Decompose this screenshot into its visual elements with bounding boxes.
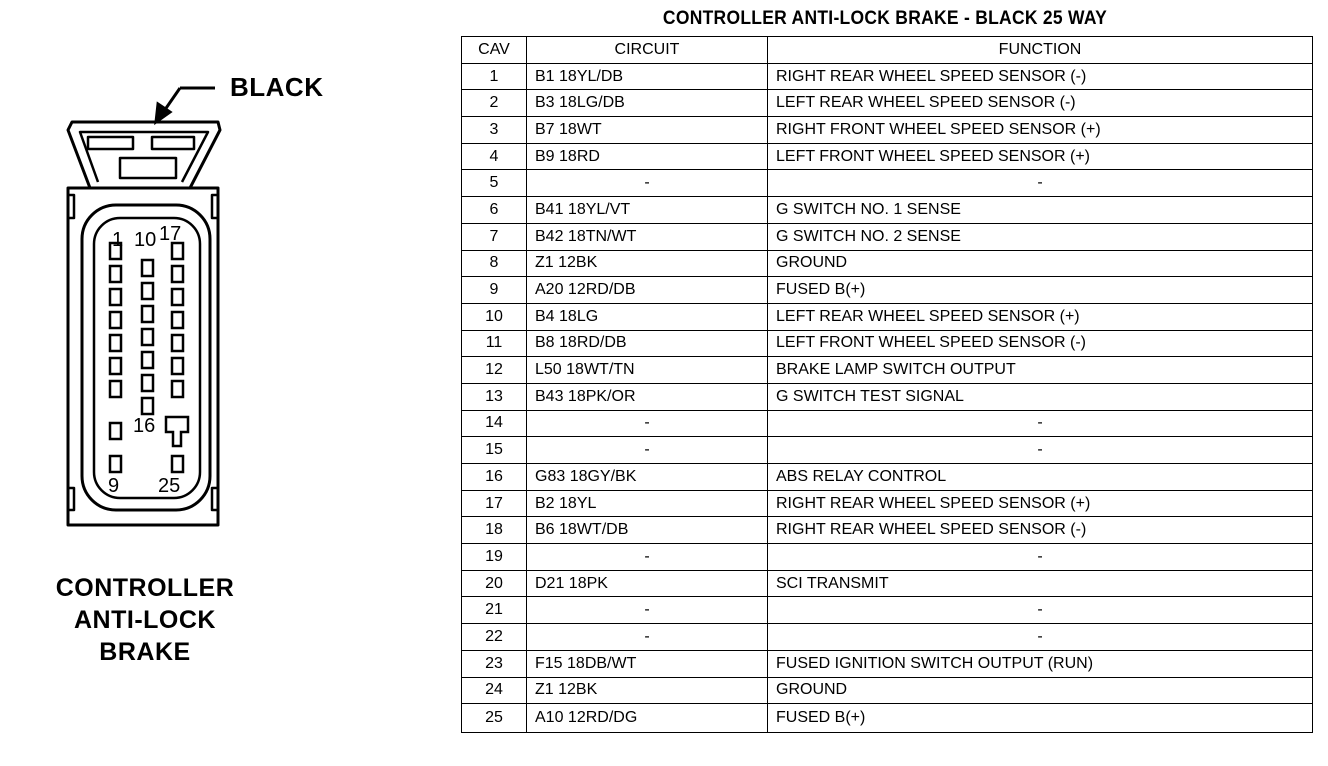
header-function: FUNCTION (768, 37, 1313, 64)
table-row (462, 357, 1313, 384)
cav-cell: 9 (462, 277, 527, 304)
function-cell: - (768, 410, 1313, 437)
function-cell: FUSED B(+) (768, 277, 1313, 304)
cav-cell: 8 (462, 250, 527, 277)
circuit-cell: F15 18DB/WT (527, 650, 768, 677)
circuit-cell: B8 18RD/DB (527, 330, 768, 357)
cavity-16-large (166, 417, 188, 446)
cav-cell: 25 (462, 704, 527, 733)
pinout-table (461, 36, 1313, 733)
table-row (462, 63, 1313, 90)
circuit-cell: A20 12RD/DB (527, 277, 768, 304)
cav-cell: 6 (462, 197, 527, 224)
circuit-cell: - (527, 410, 768, 437)
circuit-cell: - (527, 544, 768, 571)
cav-cell: 3 (462, 117, 527, 144)
function-cell: - (768, 437, 1313, 464)
callout-arrow (156, 88, 215, 122)
table-row (462, 170, 1313, 197)
function-cell: RIGHT REAR WHEEL SPEED SENSOR (+) (768, 490, 1313, 517)
table-row (462, 277, 1313, 304)
table-header-row (462, 37, 1313, 64)
function-cell: - (768, 170, 1313, 197)
table-row (462, 624, 1313, 651)
cav-cell: 21 (462, 597, 527, 624)
cavity-column-left (110, 243, 121, 472)
function-cell: ABS RELAY CONTROL (768, 464, 1313, 491)
function-cell: G SWITCH NO. 2 SENSE (768, 223, 1313, 250)
pin-label-16: 16 (133, 415, 156, 437)
function-cell: RIGHT REAR WHEEL SPEED SENSOR (-) (768, 63, 1313, 90)
connector-color-callout: BLACK (230, 72, 324, 102)
cav-cell: 2 (462, 90, 527, 117)
cav-cell: 16 (462, 464, 527, 491)
table-row (462, 383, 1313, 410)
circuit-cell: L50 18WT/TN (527, 357, 768, 384)
circuit-cell: D21 18PK (527, 570, 768, 597)
circuit-cell: Z1 12BK (527, 677, 768, 704)
circuit-cell: B6 18WT/DB (527, 517, 768, 544)
circuit-cell: B1 18YL/DB (527, 63, 768, 90)
function-cell: GROUND (768, 250, 1313, 277)
table-row (462, 677, 1313, 704)
table-row (462, 303, 1313, 330)
cav-cell: 1 (462, 63, 527, 90)
circuit-cell: B4 18LG (527, 303, 768, 330)
cav-cell: 4 (462, 143, 527, 170)
table-row (462, 143, 1313, 170)
latch-window (120, 158, 176, 178)
table-row (462, 197, 1313, 224)
function-cell: G SWITCH TEST SIGNAL (768, 383, 1313, 410)
table-row (462, 410, 1313, 437)
table-row (462, 250, 1313, 277)
cav-cell: 24 (462, 677, 527, 704)
cav-cell: 13 (462, 383, 527, 410)
latch-slot-left (88, 137, 133, 149)
circuit-cell: B42 18TN/WT (527, 223, 768, 250)
circuit-cell: - (527, 170, 768, 197)
cavity-column-middle (142, 260, 153, 414)
caption-line-1: CONTROLLER (55, 574, 235, 602)
circuit-cell: B2 18YL (527, 490, 768, 517)
cav-cell: 12 (462, 357, 527, 384)
cav-cell: 15 (462, 437, 527, 464)
circuit-cell: - (527, 624, 768, 651)
cav-cell: 10 (462, 303, 527, 330)
pin-label-9: 9 (108, 475, 120, 497)
cav-cell: 17 (462, 490, 527, 517)
connector-caption (20, 572, 270, 668)
circuit-cell: A10 12RD/DG (527, 704, 768, 733)
header-cav: CAV (462, 37, 527, 64)
circuit-cell: - (527, 437, 768, 464)
caption-line-2: ANTI-LOCK (74, 606, 216, 634)
pin-label-1: 1 (112, 229, 124, 251)
function-cell: G SWITCH NO. 1 SENSE (768, 197, 1313, 224)
circuit-cell: B3 18LG/DB (527, 90, 768, 117)
connector-face-diagram (40, 70, 240, 540)
cav-cell: 23 (462, 650, 527, 677)
function-cell: SCI TRANSMIT (768, 570, 1313, 597)
pin-label-17: 17 (159, 223, 182, 245)
cav-cell: 18 (462, 517, 527, 544)
pin-label-10: 10 (134, 229, 157, 251)
table-title: CONTROLLER ANTI-LOCK BRAKE - BLACK 25 WAY (662, 8, 1108, 29)
function-cell: RIGHT FRONT WHEEL SPEED SENSOR (+) (768, 117, 1313, 144)
cavity-column-right (166, 243, 188, 472)
table-row (462, 223, 1313, 250)
function-cell: - (768, 597, 1313, 624)
circuit-cell: Z1 12BK (527, 250, 768, 277)
cav-cell: 11 (462, 330, 527, 357)
function-cell: GROUND (768, 677, 1313, 704)
circuit-cell: B9 18RD (527, 143, 768, 170)
function-cell: RIGHT REAR WHEEL SPEED SENSOR (-) (768, 517, 1313, 544)
table-row (462, 544, 1313, 571)
table-row (462, 464, 1313, 491)
pin-label-25: 25 (158, 475, 181, 497)
table-row (462, 704, 1313, 733)
pinout-rows (462, 63, 1313, 733)
function-cell: BRAKE LAMP SWITCH OUTPUT (768, 357, 1313, 384)
circuit-cell: G83 18GY/BK (527, 464, 768, 491)
circuit-cell: B7 18WT (527, 117, 768, 144)
table-row (462, 517, 1313, 544)
table-row (462, 330, 1313, 357)
function-cell: FUSED IGNITION SWITCH OUTPUT (RUN) (768, 650, 1313, 677)
function-cell: LEFT FRONT WHEEL SPEED SENSOR (+) (768, 143, 1313, 170)
header-circuit: CIRCUIT (527, 37, 768, 64)
latch-slot-right (152, 137, 194, 149)
table-row (462, 437, 1313, 464)
circuit-cell: B41 18YL/VT (527, 197, 768, 224)
table-row (462, 650, 1313, 677)
cav-cell: 22 (462, 624, 527, 651)
caption-line-3: BRAKE (99, 638, 191, 666)
cav-cell: 19 (462, 544, 527, 571)
function-cell: - (768, 544, 1313, 571)
table-row (462, 90, 1313, 117)
function-cell: LEFT FRONT WHEEL SPEED SENSOR (-) (768, 330, 1313, 357)
cav-cell: 5 (462, 170, 527, 197)
function-cell: - (768, 624, 1313, 651)
circuit-cell: B43 18PK/OR (527, 383, 768, 410)
table-row (462, 490, 1313, 517)
function-cell: LEFT REAR WHEEL SPEED SENSOR (+) (768, 303, 1313, 330)
table-row (462, 570, 1313, 597)
circuit-cell: - (527, 597, 768, 624)
table-row (462, 117, 1313, 144)
cav-cell: 7 (462, 223, 527, 250)
function-cell: LEFT REAR WHEEL SPEED SENSOR (-) (768, 90, 1313, 117)
table-row (462, 597, 1313, 624)
function-cell: FUSED B(+) (768, 704, 1313, 733)
cav-cell: 14 (462, 410, 527, 437)
cav-cell: 20 (462, 570, 527, 597)
